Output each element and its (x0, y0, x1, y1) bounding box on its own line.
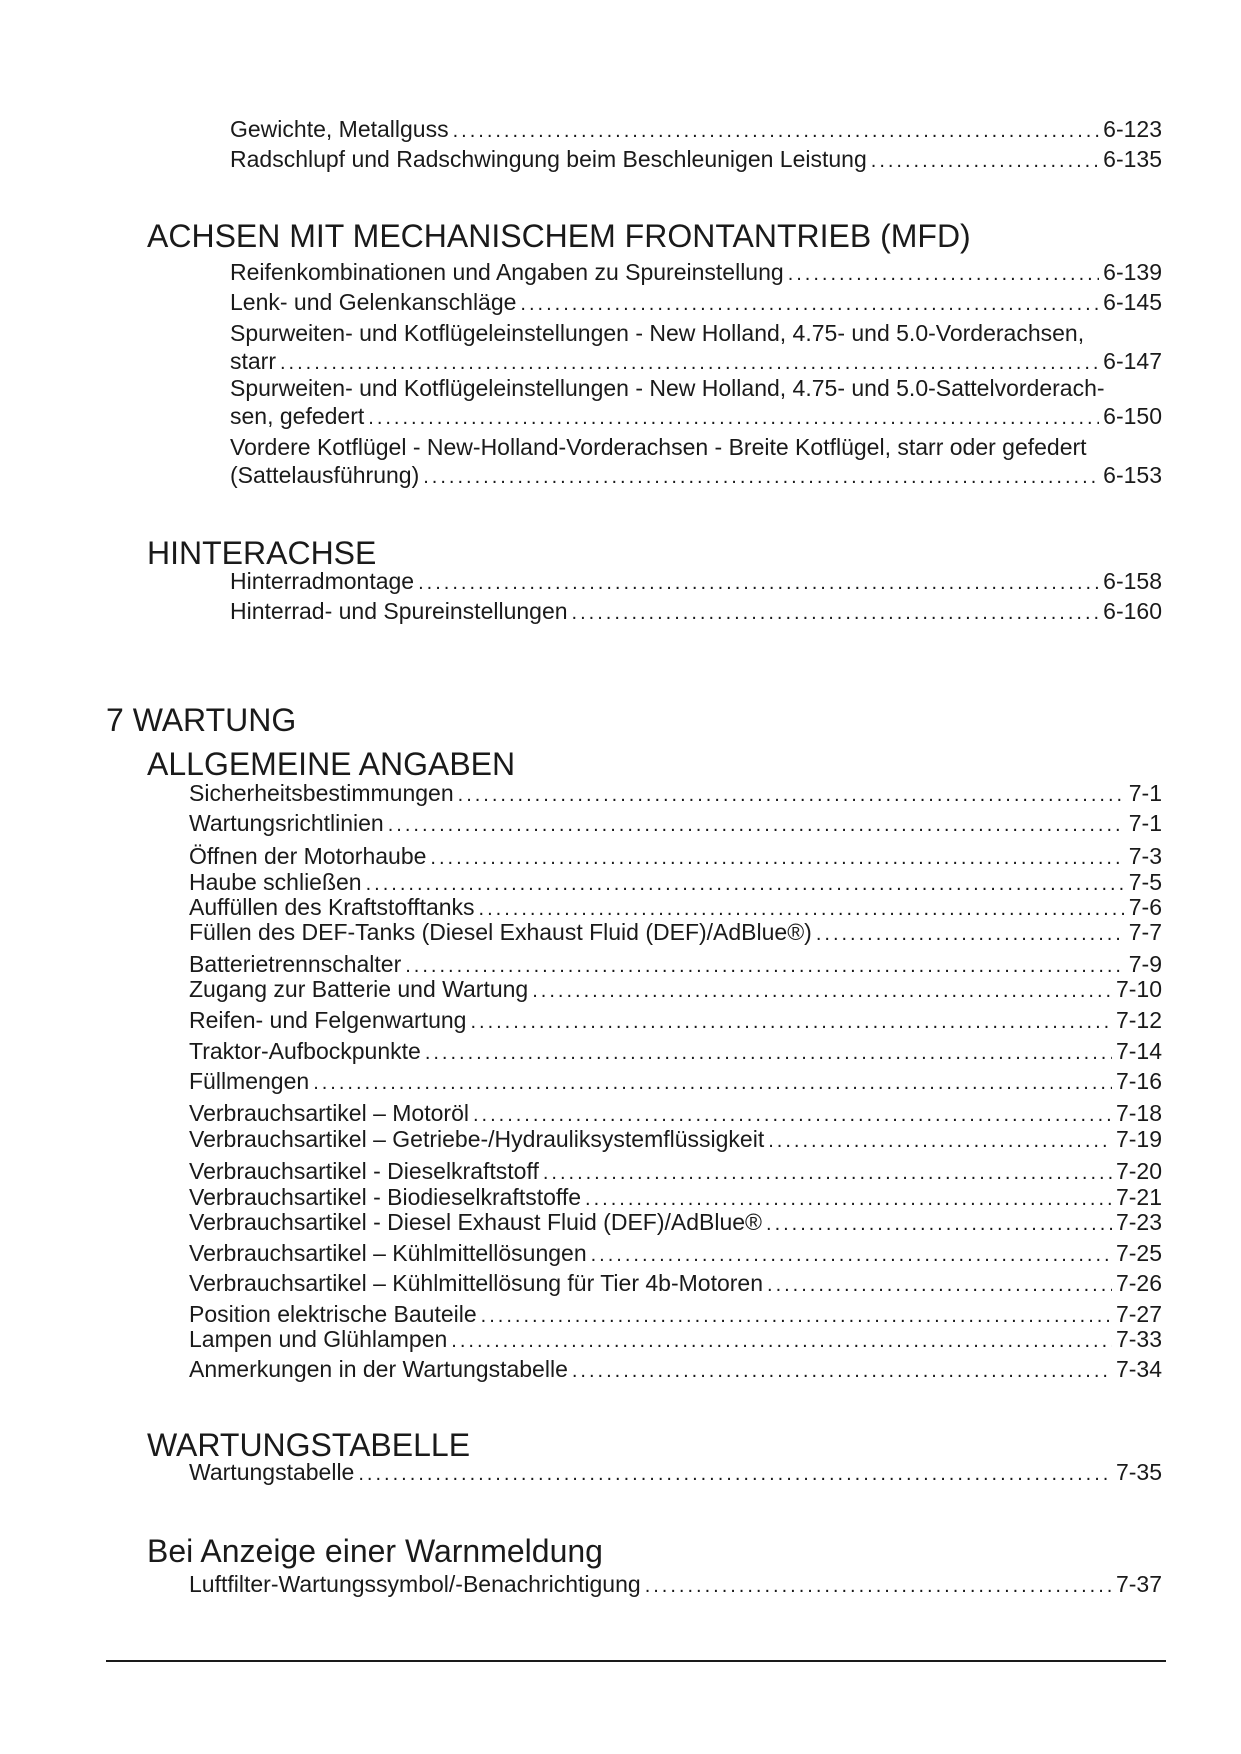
toc-entry[interactable] (189, 1068, 1162, 1097)
toc-entry-label: Traktor-Aufbockpunkte (189, 1038, 421, 1064)
toc-entry[interactable] (189, 1571, 1162, 1600)
toc-entry-label: Sicherheitsbestimmungen (189, 780, 454, 806)
toc-entry-page: 6-123 (1103, 116, 1162, 142)
toc-entry[interactable] (230, 289, 1162, 318)
toc-entry-label-line1[interactable]: Vordere Kotflügel - New-Holland-Vorderachsen - Breite Kotflügel, starr oder gefedert (230, 434, 1087, 460)
toc-entry[interactable] (189, 919, 1162, 948)
toc-entry-label: Auffüllen des Kraftstofftanks (189, 894, 475, 920)
toc-entry-page: 6-135 (1103, 146, 1162, 172)
toc-entry-label: Zugang zur Batterie und Wartung (189, 976, 529, 1002)
toc-entry[interactable] (189, 1459, 1162, 1488)
toc-entry[interactable] (189, 1356, 1162, 1385)
toc-entry[interactable] (189, 780, 1162, 809)
toc-entry-page: 6-158 (1103, 568, 1162, 594)
toc-entry-page: 7-1 (1128, 780, 1162, 806)
toc-entry-page: 6-150 (1103, 403, 1162, 429)
leader-dots (788, 261, 1099, 288)
toc-entry-label: Verbrauchsartikel - Biodieselkraftstoffe (189, 1184, 582, 1210)
toc-entry-label: Verbrauchsartikel - Dieselkraftstoff (189, 1158, 539, 1184)
toc-entry-label: Gewichte, Metallguss (230, 116, 449, 142)
toc-entry[interactable] (230, 348, 1162, 377)
toc-entry-page: 7-25 (1115, 1240, 1162, 1266)
leader-dots (572, 1358, 1112, 1385)
leader-dots (871, 148, 1099, 175)
toc-entry[interactable] (189, 1100, 1162, 1129)
toc-entry-label: Verbrauchsartikel – Kühlmittellösung für Tier 4b-Motoren (189, 1270, 764, 1296)
section-heading: Bei Anzeige einer Warnmeldung (147, 1533, 603, 1569)
leader-dots (470, 1009, 1112, 1036)
toc-entry-page: 6-153 (1103, 462, 1162, 488)
toc-entry[interactable] (189, 1240, 1162, 1269)
toc-entry-label: Wartungstabelle (189, 1459, 355, 1485)
toc-entry-page: 7-23 (1115, 1209, 1162, 1235)
leader-dots (451, 1328, 1112, 1355)
toc-entry-page: 7-26 (1115, 1270, 1162, 1296)
leader-dots (768, 1128, 1112, 1155)
footer-rule (106, 1660, 1166, 1662)
toc-entry-label: Position elektrische Bauteile (189, 1301, 477, 1327)
toc-entry[interactable] (230, 598, 1162, 627)
toc-entry-label: Lenk- und Gelenkanschläge (230, 289, 517, 315)
toc-entry-page: 7-20 (1115, 1158, 1162, 1184)
leader-dots (280, 350, 1099, 377)
toc-entry-page: 7-7 (1128, 919, 1162, 945)
leader-dots (532, 978, 1112, 1005)
leader-dots (767, 1272, 1112, 1299)
toc-entry-label: starr (230, 348, 276, 374)
toc-entry-page: 7-18 (1115, 1100, 1162, 1126)
toc-entry-label-line1[interactable]: Spurweiten- und Kotflügeleinstellungen - New Holland, 4.75- und 5.0-Vorderachsen, (230, 320, 1085, 346)
toc-entry[interactable] (189, 1270, 1162, 1299)
section-heading: ACHSEN MIT MECHANISCHEM FRONTANTRIEB (MFD) (147, 218, 971, 254)
toc-entry[interactable] (230, 568, 1162, 597)
toc-entry-page: 7-21 (1115, 1184, 1162, 1210)
toc-entry[interactable] (230, 146, 1162, 175)
toc-entry-label: Verbrauchsartikel – Kühlmittellösungen (189, 1240, 587, 1266)
toc-entry-label: Batterietrennschalter (189, 951, 402, 977)
toc-entry-page: 7-10 (1115, 976, 1162, 1002)
toc-entry[interactable] (189, 843, 1162, 872)
leader-dots (543, 1160, 1112, 1187)
leader-dots (418, 570, 1099, 597)
toc-entry[interactable] (189, 1326, 1162, 1355)
leader-dots (816, 921, 1125, 948)
toc-entry-page: 6-139 (1103, 259, 1162, 285)
toc-entry-label: sen, gefedert (230, 403, 365, 429)
toc-entry-label: Wartungsrichtlinien (189, 810, 384, 836)
toc-entry-label: Verbrauchsartikel - Diesel Exhaust Fluid (DEF)/AdBlue® (189, 1209, 763, 1235)
toc-entry-label: Haube schließen (189, 869, 362, 895)
toc-entry-label: Öffnen der Motorhaube (189, 843, 427, 869)
toc-entry-label: Füllen des DEF-Tanks (Diesel Exhaust Fluid (DEF)/AdBlue®) (189, 919, 812, 945)
toc-entry-label: Luftfilter-Wartungssymbol/-Benachrichtigung (189, 1571, 641, 1597)
toc-entry-page: 6-147 (1103, 348, 1162, 374)
toc-entry[interactable] (189, 810, 1162, 839)
toc-entry[interactable] (189, 1007, 1162, 1036)
toc-entry-label: Hinterradmontage (230, 568, 415, 594)
section-heading: WARTUNGSTABELLE (147, 1427, 471, 1463)
toc-entry[interactable] (230, 462, 1162, 491)
toc-entry-page: 7-9 (1128, 951, 1162, 977)
chapter-title: 7 WARTUNG (106, 702, 297, 738)
toc-entry-page: 7-27 (1115, 1301, 1162, 1327)
leader-dots (358, 1461, 1112, 1488)
toc-entry[interactable] (230, 403, 1162, 432)
toc-entry-label: Radschlupf und Radschwingung beim Beschleunigen Leistung (230, 146, 867, 172)
leader-dots (388, 812, 1125, 839)
toc-entry-page: 7-16 (1115, 1068, 1162, 1094)
toc-entry[interactable] (230, 116, 1162, 145)
leader-dots (645, 1573, 1112, 1600)
toc-entry-label: (Sattelausführung) (230, 462, 420, 488)
toc-entry[interactable] (230, 259, 1162, 288)
toc-entry-label-line1[interactable]: Spurweiten- und Kotflügeleinstellungen - New Holland, 4.75- und 5.0-Sattelvorderach- (230, 375, 1105, 401)
toc-entry[interactable] (189, 1126, 1162, 1155)
toc-entry[interactable] (189, 1158, 1162, 1187)
toc-entry[interactable] (189, 976, 1162, 1005)
leader-dots (572, 600, 1100, 627)
toc-entry-page: 7-35 (1115, 1459, 1162, 1485)
toc-entry-page: 7-3 (1128, 843, 1162, 869)
toc-entry[interactable] (189, 1038, 1162, 1067)
section-heading: ALLGEMEINE ANGABEN (147, 746, 516, 782)
toc-entry-label: Verbrauchsartikel – Motoröl (189, 1100, 469, 1126)
toc-entry-page: 7-14 (1115, 1038, 1162, 1064)
toc-entry-page: 7-19 (1115, 1126, 1162, 1152)
toc-entry-page: 7-37 (1115, 1571, 1162, 1597)
toc-entry-label: Verbrauchsartikel – Getriebe-/Hydrauliksystemflüssigkeit (189, 1126, 765, 1152)
toc-entry-page: 7-1 (1128, 810, 1162, 836)
leader-dots (368, 405, 1099, 432)
leader-dots (520, 291, 1099, 318)
toc-entry-page: 6-160 (1103, 598, 1162, 624)
toc-entry-page: 7-6 (1128, 894, 1162, 920)
toc-entry-label: Reifenkombinationen und Angaben zu Spureinstellung (230, 259, 784, 285)
leader-dots (473, 1102, 1112, 1129)
leader-dots (453, 118, 1100, 145)
toc-entry[interactable] (189, 1209, 1162, 1238)
section-heading: HINTERACHSE (147, 535, 377, 571)
toc-entry-label: Lampen und Glühlampen (189, 1326, 448, 1352)
toc-entry-page: 7-12 (1115, 1007, 1162, 1033)
toc-entry-label: Anmerkungen in der Wartungstabelle (189, 1356, 568, 1382)
leader-dots (313, 1070, 1112, 1097)
leader-dots (425, 1040, 1112, 1067)
toc-entry-page: 7-5 (1128, 869, 1162, 895)
toc-entry-label: Füllmengen (189, 1068, 310, 1094)
leader-dots (423, 464, 1099, 491)
toc-entry-page: 7-33 (1115, 1326, 1162, 1352)
leader-dots (458, 782, 1125, 809)
leader-dots (766, 1211, 1112, 1238)
leader-dots (430, 845, 1124, 872)
leader-dots (591, 1242, 1112, 1269)
toc-entry-page: 6-145 (1103, 289, 1162, 315)
toc-entry-label: Reifen- und Felgenwartung (189, 1007, 467, 1033)
toc-entry-label: Hinterrad- und Spureinstellungen (230, 598, 568, 624)
toc-entry-page: 7-34 (1115, 1356, 1162, 1382)
